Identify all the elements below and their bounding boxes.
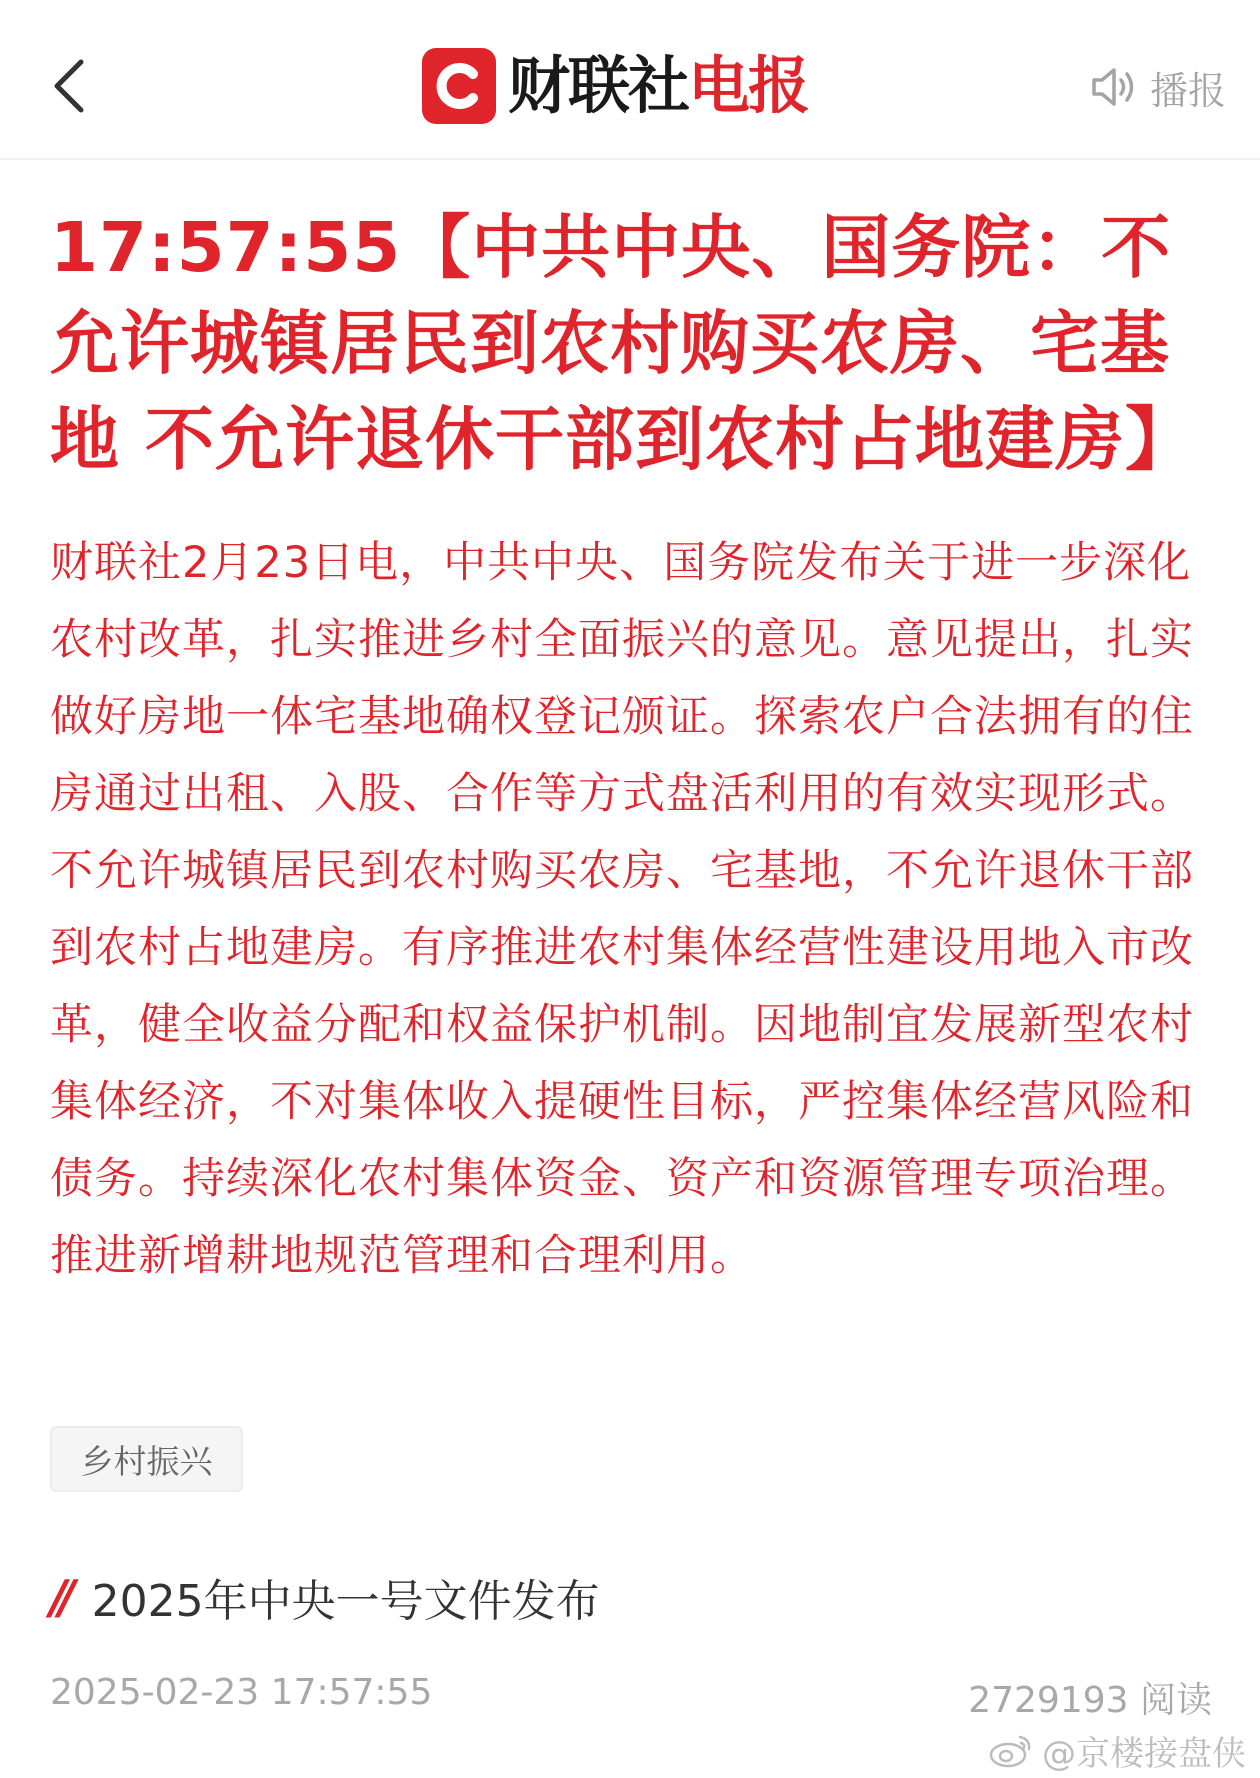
logo-text-red: 电报 <box>688 49 809 122</box>
top-bar <box>0 0 1260 160</box>
back-button[interactable] <box>34 44 104 128</box>
topic-tag[interactable]: 乡村振兴 <box>50 1426 243 1492</box>
publish-timestamp: 2025-02-23 17:57:55 <box>50 1672 433 1713</box>
speaker-icon <box>1090 65 1138 109</box>
related-topic-link[interactable] <box>50 1562 600 1632</box>
double-slash-icon: // <box>50 1570 68 1624</box>
chevron-left-icon <box>49 56 89 116</box>
article-headline: 17:57:55【中共中央、国务院：不允许城镇居民到农村购买农房、宅基地 不允许退休干部到农村占地建房】 <box>50 208 1196 480</box>
watermark <box>988 1726 1246 1774</box>
related-topic-label: 2025年中央一号文件发布 <box>91 1576 600 1627</box>
play-audio-button[interactable] <box>1090 52 1226 122</box>
logo-text <box>508 49 809 122</box>
cls-logo <box>422 40 808 132</box>
play-label: 播报 <box>1149 68 1226 113</box>
article-body: 财联社2月23日电，中共中央、国务院发布关于进一步深化农村改革，扎实推进乡村全面振兴的意见。意见提出，扎实做好房地一体宅基地确权登记颁证。探索农户合法拥有的住房通过出租、入股、合作等方式盘活利用的有效实现形式。不允许城镇居民到农村购买农房、宅基地，不允许退休干部到农村占地建房。有序推进农村集体经营性建设用地入市改革，健全收益分配和权益保护机制。因地制宜发展新型农村集体经济，不对集体收入提硬性目标，严控集体经营风险和债务。持续深化农村集体资金、资产和资源管理专项治理。推进新增耕地规范管理和合理利用。 <box>50 538 1194 1281</box>
logo-text-dark: 财联社 <box>508 49 689 122</box>
read-count: 2729193 阅读 <box>968 1680 1212 1721</box>
watermark-text: @京楼接盘侠 <box>1042 1733 1246 1774</box>
weibo-icon <box>988 1731 1034 1769</box>
logo-c-icon <box>422 48 496 124</box>
